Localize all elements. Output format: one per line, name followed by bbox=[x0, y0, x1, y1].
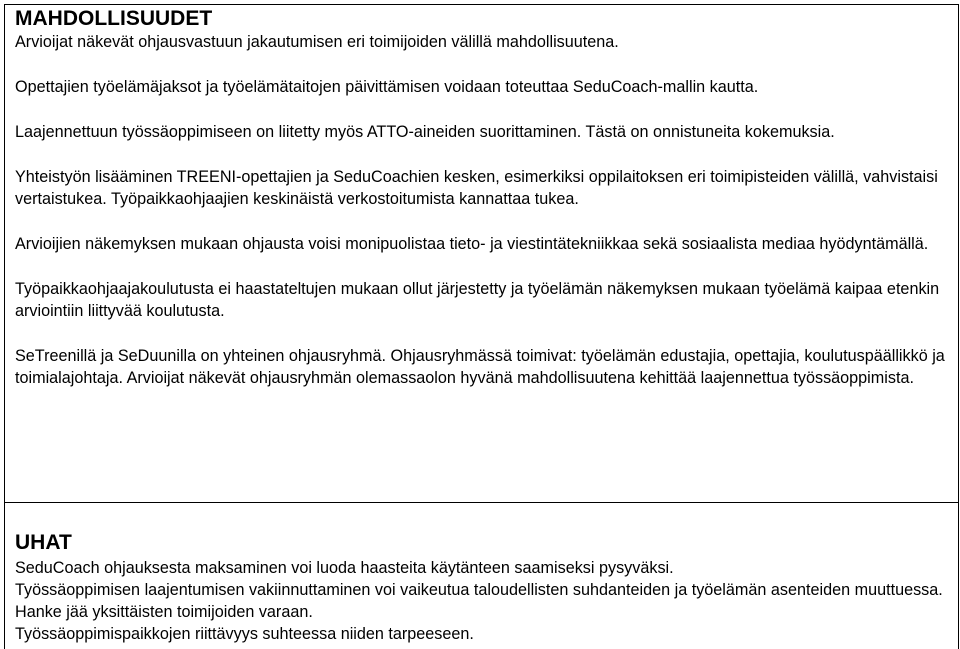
threats-paragraph: SeduCoach ohjauksesta maksaminen voi luoda haasteita käytänteen saamiseksi pysyväksi. bbox=[15, 559, 674, 577]
opportunities-section bbox=[4, 4, 959, 503]
threats-section bbox=[4, 502, 959, 649]
opportunities-paragraph: Arvioijien näkemyksen mukaan ohjausta voisi monipuolistaa tieto- ja viestintätekniikkaa sekä sosiaalista mediaa hyödyntämällä. bbox=[15, 235, 929, 253]
opportunities-paragraph: Yhteistyön lisääminen TREENI-opettajien ja SeduCoachien kesken, esimerkiksi oppilaitoksen eri toimipisteiden välillä, vahvistaisi vertaistukea. Työpaikkaohjaajien keskinäistä verkostoitumista kannattaa tukea. bbox=[15, 168, 938, 208]
opportunities-paragraph: Opettajien työelämäjaksot ja työelämätaitojen päivittämisen voidaan toteuttaa SeduCoach-mallin kautta. bbox=[15, 78, 759, 96]
opportunities-paragraph: Työpaikkaohjaajakoulutusta ei haastateltujen mukaan ollut järjestetty ja työelämän näkemyksen mukaan työelämä kaipaa etenkin arviointiin liittyvää koulutusta. bbox=[15, 280, 940, 320]
threats-heading: UHAT bbox=[15, 531, 72, 554]
opportunities-paragraph: Laajennettuun työssäoppimiseen on liitetty myös ATTO-aineiden suorittaminen. Tästä on onnistuneita kokemuksia. bbox=[15, 123, 835, 141]
opportunities-heading: MAHDOLLISUUDET bbox=[15, 7, 213, 30]
threats-paragraph: Työssäoppimisen laajentumisen vakiinnuttaminen voi vaikeutua taloudellisten suhdanteiden ja työelämän asenteiden muuttuessa. Hanke jää yksittäisten toimijoiden varaan. bbox=[15, 581, 943, 621]
opportunities-paragraph: SeTreenillä ja SeDuunilla on yhteinen ohjausryhmä. Ohjausryhmässä toimivat: työelämän edustajia, opettajia, koulutuspäällikkö ja toimialajohtaja. Arvioijat näkevät ohjausryhmän olemassaolon hyvänä mahdollisuutena kehittää laajennettua työssäoppimista. bbox=[15, 347, 945, 387]
opportunities-paragraph: Arvioijat näkevät ohjausvastuun jakautumisen eri toimijoiden välillä mahdollisuutena. bbox=[15, 33, 619, 51]
threats-paragraph: Työssäoppimispaikkojen riittävyys suhteessa niiden tarpeeseen. bbox=[15, 625, 474, 643]
